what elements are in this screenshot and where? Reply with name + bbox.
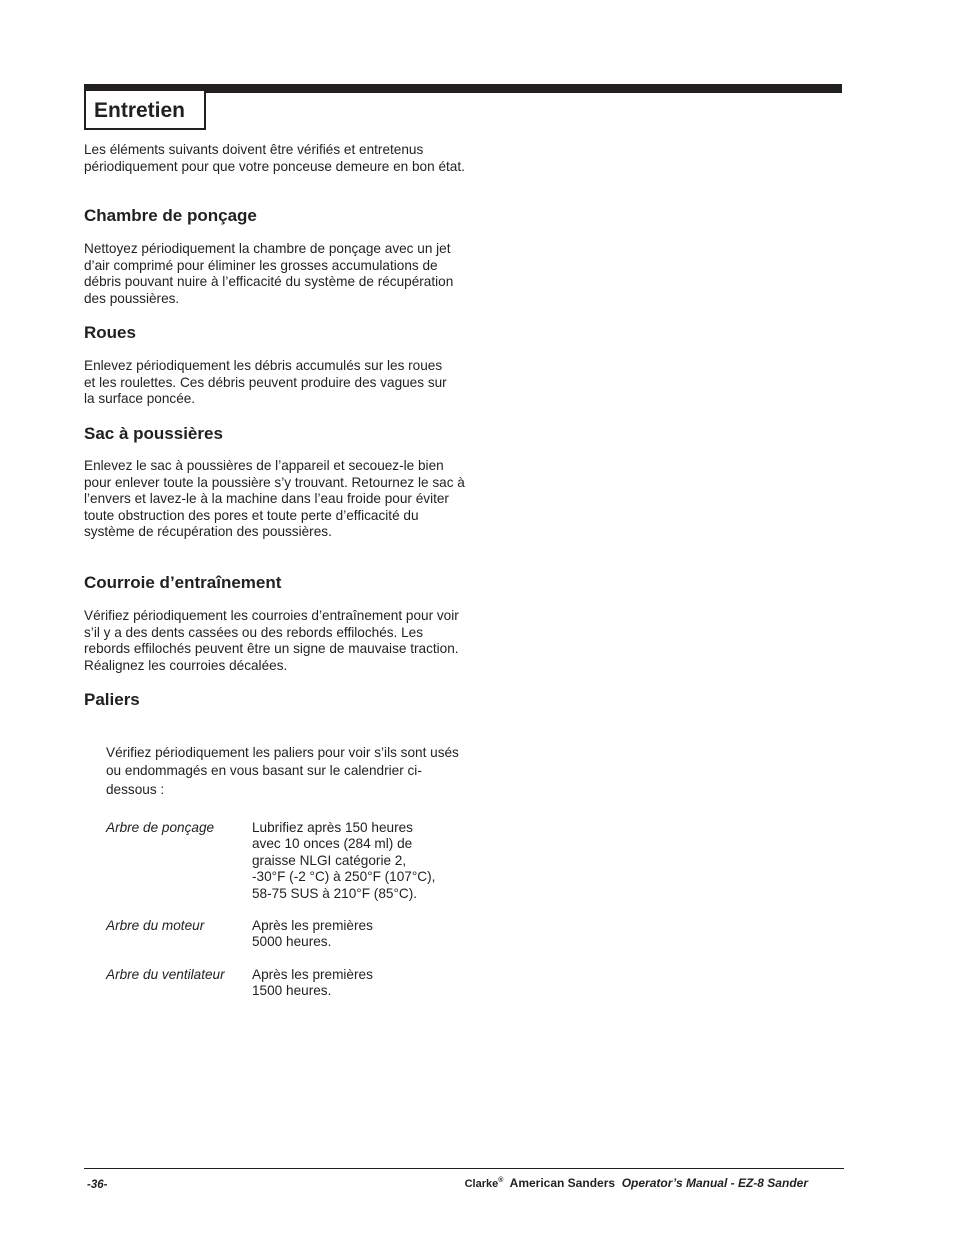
schedule-text [252,967,373,1000]
body-bearings: Vérifiez périodiquement les paliers pour voir s’ils sont usés ou endommagés en vous basant sur le calendrier ci-dessous : [106,744,459,798]
schedule-text [252,918,373,951]
body-wheels: Enlevez périodiquement les débris accumulés sur les roues et les roulettes. Ces débris peuvent produire des vagues sur la surface poncée. [84,358,447,407]
body-dust-bag: Enlevez le sac à poussières de l’appareil et secouez-le bien pour enlever toute la poussière s’y trouvant. Retournez le sac à l’envers et lavez-le à la machine dans l’eau froide pour éviter toute obstruction des pores et toute perte d’efficacité du système de récupération des poussières. [84,458,465,540]
section-title-box [84,91,206,130]
brand-name: Clarke [464,1178,499,1190]
heading-dust-bag: Sac à poussières [84,424,223,443]
body-drive-belt: Vérifiez périodiquement les courroies d’entraînement pour voir s’il y a des dents cassées ou des rebords effilochés. Les rebords effilochés peuvent être un signe de mauvaise traction. Réalignez les courroies décalées. [84,608,459,673]
schedule-label: Arbre de ponçage [106,820,215,835]
heading-wheels: Roues [84,323,136,342]
schedule-line: 5000 heures. [252,934,332,950]
page-number: -36- [87,1179,108,1191]
schedule-line: -30°F (-2 °C) à 250°F (107°C), [252,869,436,885]
heading-sanding-chamber: Chambre de ponçage [84,206,257,225]
body-sanding-chamber: Nettoyez périodiquement la chambre de ponçage avec un jet d’air comprimé pour éliminer les grosses accumulations de débris pouvant nuire à l’efficacité du système de récupération des poussières. [84,241,454,306]
heading-drive-belt: Courroie d’entraînement [84,573,282,592]
page-title: Entretien [94,99,186,122]
schedule-line: avec 10 onces (284 ml) de [252,836,413,852]
schedule-line: Lubrifiez après 150 heures [252,820,413,835]
schedule-line: Après les premières [252,918,373,933]
schedule-label: Arbre du moteur [106,918,205,933]
schedule-text [252,820,435,902]
manual-title: Operator’s Manual - EZ-8 Sander [621,1176,808,1190]
schedule-label: Arbre du ventilateur [106,967,225,982]
intro-paragraph: Les éléments suivants doivent être vérifiés et entretenus périodiquement pour que votre ponceuse demeure en bon état. [84,142,465,174]
schedule-line: graisse NLGI catégorie 2, [252,852,407,868]
footer-credit [465,1176,808,1190]
footer-rule [84,1168,844,1169]
registered-mark: ® [498,1177,504,1184]
company-name: American Sanders [509,1176,616,1190]
schedule-line: 1500 heures. [252,983,332,999]
schedule-line: Après les premières [252,967,373,982]
heading-bearings: Paliers [84,690,140,709]
schedule-line: 58-75 SUS à 210°F (85°C). [252,885,418,901]
